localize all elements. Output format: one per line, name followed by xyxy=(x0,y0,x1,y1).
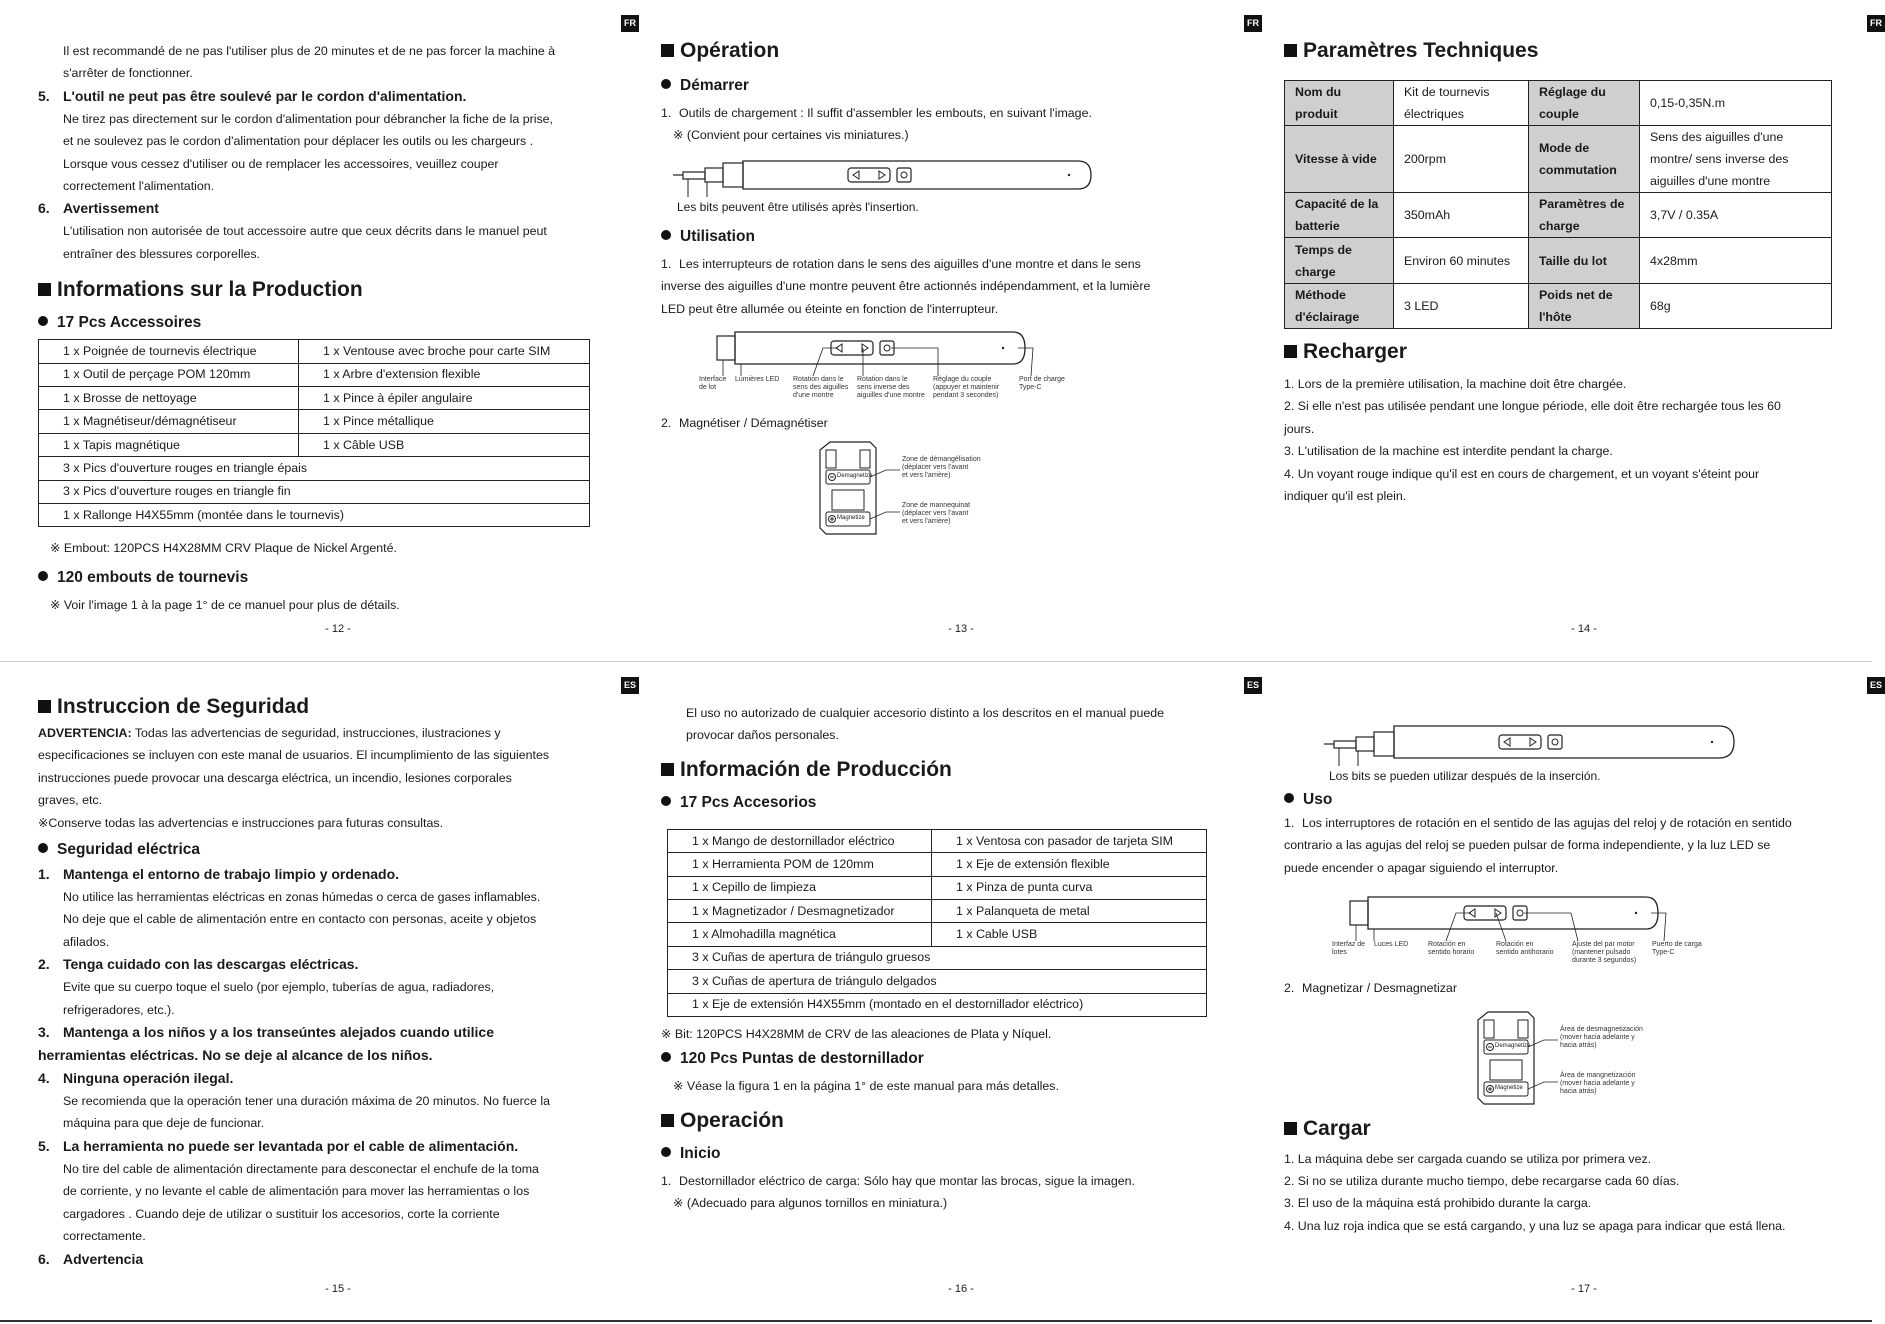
figure-caption: Les bits peuvent être utilisés après l'insertion. xyxy=(677,199,919,214)
table-row xyxy=(39,410,590,433)
spec-value: 200rpm xyxy=(1394,126,1529,193)
table-cell: 1 x Outil de perçage POM 120mm xyxy=(39,363,299,386)
heading-text: Instruccion de Seguridad xyxy=(57,695,310,718)
square-bullet-icon xyxy=(1284,1122,1297,1135)
page-14 xyxy=(1284,16,1884,671)
section-heading xyxy=(661,755,1261,785)
item-title: Tenga cuidado con las descargas eléctricas. xyxy=(63,956,359,973)
text-line: L'utilisation non autorisée de tout accessoire autre que ceux décrits dans le manuel peut xyxy=(63,224,547,239)
table-row xyxy=(39,387,590,410)
screwdriver-diagram xyxy=(699,328,1153,412)
heading-text: Seguridad eléctrica xyxy=(57,841,201,859)
heading-text: Información de Producción xyxy=(680,757,952,781)
table-cell: 3 x Cuñas de apertura de triángulo gruesos xyxy=(668,946,1207,969)
note-text: ※ Bit: 120PCS H4X28MM de CRV de las aleaciones de Plata y Níquel. xyxy=(661,1026,1052,1041)
figure-caption: Los bits se pueden utilizar después de la inserción. xyxy=(1329,769,1601,783)
table-row xyxy=(39,363,590,386)
text-line: afilados. xyxy=(63,934,110,949)
table-row xyxy=(668,970,1207,993)
square-bullet-icon xyxy=(661,763,674,776)
square-bullet-icon xyxy=(38,700,51,713)
table-row xyxy=(39,457,590,480)
list-item: 1. La máquina debe ser cargada cuando se utiliza por primera vez. xyxy=(1284,1151,1652,1166)
subsection-heading xyxy=(661,74,1261,98)
note-text: ※ (Adecuado para algunos tornillos en miniatura.) xyxy=(673,1196,948,1211)
text-line: Il est recommandé de ne pas l'utiliser plus de 20 minutes et de ne pas forcer la machine à xyxy=(63,44,556,58)
table-row xyxy=(668,946,1207,969)
list-item: 1. Lors de la première utilisation, la machine doit être chargée. xyxy=(1284,377,1627,391)
note-text: ※ Embout: 120PCS H4X28MM CRV Plaque de Nickel Argenté. xyxy=(50,541,397,556)
page-15 xyxy=(38,678,638,1310)
list-item xyxy=(38,1135,638,1158)
text-line: herramientas eléctricas. No se deje al alcance de los niños. xyxy=(38,1047,433,1064)
heading-text: Opération xyxy=(680,39,780,62)
heading-text: 120 Pcs Puntas de destornillador xyxy=(680,1050,924,1068)
text-line: instrucciones puede provocar una descarga eléctrica, un incendio, lesiones corporales xyxy=(38,770,512,785)
table-cell: 1 x Poignée de tournevis électrique xyxy=(39,340,299,363)
table-cell: 1 x Câble USB xyxy=(299,433,590,456)
table-row xyxy=(1285,81,1832,126)
text-line: Se recomienda que la operación tener una duración máxima de 20 minutos. No fuerce la xyxy=(63,1094,550,1109)
spec-key: Taille du lot xyxy=(1529,238,1640,284)
text-span: Todas las advertencias de seguridad, instrucciones, ilustraciones y xyxy=(131,726,501,740)
list-item xyxy=(38,85,638,108)
heading-text: Cargar xyxy=(1303,1116,1371,1140)
table-cell: 3 x Pics d'ouverture rouges en triangle épais xyxy=(39,457,590,480)
square-bullet-icon xyxy=(38,283,51,296)
table-cell: 1 x Cable USB xyxy=(932,923,1207,946)
item-title: L'outil ne peut pas être soulevé par le cordon d'alimentation. xyxy=(63,87,467,104)
item-title: Avertissement xyxy=(63,200,159,217)
table-cell: 1 x Herramienta POM de 120mm xyxy=(668,853,932,876)
text-line: máquina para que deje de funcionar. xyxy=(63,1116,265,1131)
page-12 xyxy=(38,16,638,671)
list-item xyxy=(661,1170,1261,1192)
subsection-heading xyxy=(661,791,1261,815)
item-title: Advertencia xyxy=(63,1250,144,1267)
heading-text: Operación xyxy=(680,1108,784,1132)
text-line: entraîner des blessures corporelles. xyxy=(63,246,260,261)
list-item: 2. Si no se utiliza durante mucho tiempo, debe recargarse cada 60 días. xyxy=(1284,1174,1680,1189)
bullet-icon xyxy=(661,230,671,240)
square-bullet-icon xyxy=(661,44,674,57)
bullet-icon xyxy=(38,571,48,581)
list-item: 2. Si elle n'est pas utilisée pendant une longue période, elle doit être rechargée tous les 60 xyxy=(1284,399,1781,414)
diagram-label: Port de charge Type-C xyxy=(1019,376,1065,392)
heading-text: Démarrer xyxy=(680,77,749,94)
spec-value: Kit de tournevis électriques xyxy=(1394,81,1529,126)
text-line: puede encender o apagar siguiendo el interruptor. xyxy=(1284,860,1559,875)
diagram-label: Zone de démangélisation (déplacer vers l'avant et vers l'arrière) xyxy=(902,456,981,480)
table-row xyxy=(39,433,590,456)
spec-value: 3 LED xyxy=(1394,284,1529,329)
lang-badge-es: ES xyxy=(621,677,639,694)
heading-text: Recharger xyxy=(1303,340,1407,363)
table-cell: 1 x Almohadilla magnética xyxy=(668,923,932,946)
page-17 xyxy=(1284,678,1884,1310)
list-item xyxy=(38,1067,638,1090)
heading-text: Uso xyxy=(1303,791,1333,808)
text-line: Lorsque vous cessez d'utiliser ou de remplacer les accessoires, veuillez couper xyxy=(63,156,499,171)
text-line: et ne soulevez pas le cordon d'alimentation pour déplacer les outils ou les chargeurs . xyxy=(63,134,534,149)
diagram-label: Rotación en sentido antihorario xyxy=(1496,941,1554,957)
item-number: 2. xyxy=(661,416,672,431)
table-row xyxy=(668,993,1207,1016)
list-item xyxy=(38,953,638,976)
square-bullet-icon xyxy=(661,1114,674,1127)
subsection-heading xyxy=(38,566,638,590)
bullet-icon xyxy=(38,843,48,853)
text-line: No tire del cable de alimentación directamente para desconectar el enchufe de la toma xyxy=(63,1161,539,1176)
subsection-heading xyxy=(38,838,638,862)
text-line: Evite que su cuerpo toque el suelo (por ejemplo, tuberías de agua, radiadores, xyxy=(63,980,495,995)
text-line: jours. xyxy=(1284,421,1315,436)
diagram-label: Rotación en sentido horario xyxy=(1428,941,1475,957)
section-heading xyxy=(1284,36,1884,66)
list-item: 4. Un voyant rouge indique qu'il est en cours de chargement, et un voyant s'éteint pour xyxy=(1284,466,1760,481)
square-bullet-icon xyxy=(1284,44,1297,57)
section-heading xyxy=(38,692,638,722)
text-line: ※Conserve todas las advertencias e instrucciones para futuras consultas. xyxy=(38,815,444,830)
page-13 xyxy=(661,16,1261,671)
table-cell: 1 x Arbre d'extension flexible xyxy=(299,363,590,386)
text-line: especificaciones se incluyen con este manal de usuarios. El incumplimiento de las siguientes xyxy=(38,748,550,763)
table-cell: 1 x Eje de extensión H4X55mm (montado en el destornillador eléctrico) xyxy=(668,993,1207,1016)
item-text: Outils de chargement : Il suffit d'assembler les embouts, en suivant l'image. xyxy=(679,106,1092,120)
item-number: 1. xyxy=(661,256,672,271)
lang-badge-es: ES xyxy=(1244,677,1262,694)
table-cell: 1 x Rallonge H4X55mm (montée dans le tournevis) xyxy=(39,503,590,526)
diagram-label: Interfaz de lotes xyxy=(1332,941,1366,957)
item-number: 5. xyxy=(38,1137,50,1154)
bullet-icon xyxy=(661,1052,671,1062)
page-number: - 16 - xyxy=(948,1283,974,1295)
table-row xyxy=(668,876,1207,899)
item-number: 2. xyxy=(38,956,50,973)
diagram-label: Réglage du couple (appuyer et maintenir pendant 3 secondes) xyxy=(933,376,1000,400)
table-row xyxy=(39,503,590,526)
diagram-label: Puerto de carga Type-C xyxy=(1652,941,1702,957)
diagram-label: Área de desmagnetización (mover hacia adelante y hacia atrás) xyxy=(1560,1025,1643,1049)
item-number: 1. xyxy=(661,106,672,120)
diagram-label: Lumières LED xyxy=(735,376,780,384)
table-row xyxy=(1285,238,1832,284)
section-heading xyxy=(38,275,638,305)
text-line: correctamente. xyxy=(63,1229,146,1244)
diagram-label: Zone de mannequinat (déplacer vers l'avant et vers l'arrière) xyxy=(902,502,971,526)
table-row xyxy=(1285,284,1832,329)
lang-badge-fr: FR xyxy=(621,15,639,32)
subsection-heading xyxy=(661,225,1261,249)
text-line: Ne tirez pas directement sur le cordon d'alimentation pour débrancher la fiche de la prise, xyxy=(63,111,553,126)
item-text: Magnétiser / Démagnétiser xyxy=(679,416,828,431)
text-line: refrigeradores, etc.). xyxy=(63,1002,175,1017)
spec-key: Paramètres de charge xyxy=(1529,193,1640,238)
lang-badge-es: ES xyxy=(1867,677,1885,694)
table-row xyxy=(668,829,1207,852)
item-number: 4. xyxy=(38,1070,50,1087)
heading-text: 17 Pcs Accesorios xyxy=(680,793,817,811)
spec-key: Mode de commutation xyxy=(1529,126,1640,193)
spec-key: Poids net de l'hôte xyxy=(1529,284,1640,329)
item-number: 3. xyxy=(38,1024,50,1041)
warning-label: ADVERTENCIA: xyxy=(38,726,132,740)
spec-value: 4x28mm xyxy=(1640,238,1832,284)
page-number: - 12 - xyxy=(325,623,351,635)
list-item xyxy=(38,1248,638,1271)
list-item: 3. El uso de la máquina está prohibido durante la carga. xyxy=(1284,1196,1592,1211)
list-item xyxy=(1284,812,1884,834)
square-bullet-icon xyxy=(1284,345,1297,358)
table-cell: 1 x Brosse de nettoyage xyxy=(39,387,299,410)
item-text: Magnetizar / Desmagnetizar xyxy=(1302,981,1457,996)
text-line: s'arrêter de fonctionner. xyxy=(63,66,193,81)
spec-table xyxy=(1284,80,1832,329)
section-heading xyxy=(1284,337,1884,367)
text-line: contrario a las agujas del reloj se pueden pulsar de forma independiente, y la luz LED se xyxy=(1284,838,1771,853)
spec-value: 68g xyxy=(1640,284,1832,329)
item-number: 1. xyxy=(1284,816,1295,830)
note-text: ※ Voir l'image 1 à la page 1° de ce manuel pour plus de détails. xyxy=(50,597,400,612)
accessories-table xyxy=(38,339,590,527)
item-number: 1. xyxy=(661,1173,672,1188)
heading-text: 120 embouts de tournevis xyxy=(57,568,249,586)
list-item: 3. L'utilisation de la machine est interdite pendant la charge. xyxy=(1284,444,1613,459)
lang-badge-fr: FR xyxy=(1244,15,1262,32)
spec-key: Capacité de la batterie xyxy=(1285,193,1394,238)
list-item xyxy=(38,863,638,886)
magnetizer-diagram xyxy=(816,440,1016,538)
spec-key: Nom du produit xyxy=(1285,81,1394,126)
text-line: provocar daños personales. xyxy=(686,728,839,743)
bullet-icon xyxy=(1284,793,1294,803)
table-cell: 3 x Pics d'ouverture rouges en triangle fin xyxy=(39,480,590,503)
table-row xyxy=(668,923,1207,946)
text-line: cargadores . Cuando deje de utilizar o sustituir los accesorios, corte la corriente xyxy=(63,1206,500,1221)
table-cell: 1 x Pince à épiler angulaire xyxy=(299,387,590,410)
spec-value: 350mAh xyxy=(1394,193,1529,238)
subsection-heading xyxy=(661,1047,1261,1071)
spec-key: Réglage du couple xyxy=(1529,81,1640,126)
item-number: 6. xyxy=(38,1250,50,1267)
diagram-label: Interface de lot xyxy=(699,376,727,392)
page-number: - 13 - xyxy=(948,623,974,635)
item-number: 5. xyxy=(38,87,50,104)
page-number: - 17 - xyxy=(1571,1283,1597,1295)
item-text: Destornillador eléctrico de carga: Sólo hay que montar las brocas, sigue la imagen. xyxy=(679,1173,1135,1188)
text-line: No deje que el cable de alimentación entre en contacto con personas, aceite y objetos xyxy=(63,912,537,927)
text-line: graves, etc. xyxy=(38,793,103,808)
text-line: El uso no autorizado de cualquier accesorio distinto a los descritos en el manual puede xyxy=(686,706,1165,720)
diagram-label: Ajuste del par motor (mantener pulsado durante 3 segundos) xyxy=(1572,941,1637,965)
item-title: La herramienta no puede ser levantada por el cable de alimentación. xyxy=(63,1137,519,1154)
table-cell: 1 x Pince métallique xyxy=(299,410,590,433)
heading-text: Utilisation xyxy=(680,227,755,245)
list-item xyxy=(661,412,1261,434)
list-item xyxy=(38,1021,638,1044)
item-title: Mantenga a los niños y a los transeúntes alejados cuando utilice xyxy=(63,1024,494,1041)
text-line: LED peut être allumée ou éteinte en fonction de l'interrupteur. xyxy=(661,301,999,316)
screwdriver-diagram xyxy=(1332,893,1786,977)
table-cell: 1 x Ventosa con pasador de tarjeta SIM xyxy=(932,829,1207,852)
subsection-heading xyxy=(38,311,638,335)
diagram-label: Rotation dans le sens des aiguilles d'une montre xyxy=(793,376,849,400)
magnetizer-diagram xyxy=(1474,1010,1674,1108)
spec-value: 0,15-0,35N.m xyxy=(1640,81,1832,126)
bullet-icon xyxy=(661,79,671,89)
text-line: No utilice las herramientas eléctricas en zonas húmedas o cerca de gases inflamables. xyxy=(63,890,541,905)
text-line: inverse des aiguilles d'une montre peuvent être actionnés indépendamment, et la lumière xyxy=(661,279,1151,294)
diagram-label: Luces LED xyxy=(1374,941,1409,949)
table-cell: 1 x Pinza de punta curva xyxy=(932,876,1207,899)
table-row xyxy=(668,853,1207,876)
list-item xyxy=(1284,977,1884,999)
bullet-icon xyxy=(38,316,48,326)
spec-value: Environ 60 minutes xyxy=(1394,238,1529,284)
heading-text: Informations sur la Production xyxy=(57,278,363,302)
subsection-heading xyxy=(661,1142,1261,1166)
heading-text: 17 Pcs Accessoires xyxy=(57,314,202,332)
page-divider-bottom xyxy=(0,1320,1872,1322)
list-item xyxy=(38,197,638,220)
table-cell: 1 x Ventouse avec broche pour carte SIM xyxy=(299,340,590,363)
bullet-icon xyxy=(661,796,671,806)
magnetize-label: Magnetize xyxy=(837,515,865,522)
page-16 xyxy=(661,678,1261,1310)
note-text: ※ (Convient pour certaines vis miniatures.) xyxy=(673,128,909,143)
table-cell: 1 x Magnétiseur/démagnétiseur xyxy=(39,410,299,433)
demagnetize-label: Demagnetize xyxy=(1495,1042,1531,1049)
demagnetize-label: Demagnetize xyxy=(837,473,873,480)
table-row xyxy=(1285,193,1832,238)
item-number: 2. xyxy=(1284,981,1295,996)
table-row xyxy=(1285,126,1832,193)
table-cell: 1 x Mango de destornillador eléctrico xyxy=(668,829,932,852)
item-title: Ninguna operación ilegal. xyxy=(63,1070,234,1087)
table-cell: 1 x Eje de extensión flexible xyxy=(932,853,1207,876)
magnetize-label: Magnetize xyxy=(1495,1084,1523,1091)
table-cell: 1 x Magnetizador / Desmagnetizador xyxy=(668,899,932,922)
heading-text: Inicio xyxy=(680,1144,721,1162)
screwdriver-outline xyxy=(1346,893,1786,977)
text-line: de corriente, y no levante el cable de alimentación para mover las herramientas o los xyxy=(63,1184,530,1199)
item-number: 6. xyxy=(38,200,50,217)
table-cell: 1 x Palanqueta de metal xyxy=(932,899,1207,922)
section-heading xyxy=(1284,1114,1884,1144)
text-line xyxy=(38,722,638,744)
table-cell: 3 x Cuñas de apertura de triángulo delgados xyxy=(668,970,1207,993)
text-line: indiquer qu'il est plein. xyxy=(1284,489,1407,504)
diagram-label: Rotation dans le sens inverse des aiguilles d'une montre xyxy=(857,376,925,400)
accessories-table xyxy=(667,829,1207,1017)
table-row xyxy=(668,899,1207,922)
screwdriver-illustration xyxy=(673,153,1103,199)
item-number: 1. xyxy=(38,866,50,883)
spec-key: Méthode d'éclairage xyxy=(1285,284,1394,329)
section-heading xyxy=(661,1106,1261,1136)
spec-key: Vitesse à vide xyxy=(1285,126,1394,193)
screwdriver-illustration xyxy=(1324,722,1754,768)
page-number: - 15 - xyxy=(325,1283,351,1295)
list-item xyxy=(661,102,1261,124)
item-title: Mantenga el entorno de trabajo limpio y ordenado. xyxy=(63,866,400,883)
list-item: 4. Una luz roja indica que se está cargando, y una luz se apaga para indicar que está llena. xyxy=(1284,1218,1786,1233)
item-text: Los interruptores de rotación en el sentido de las agujas del reloj y de rotación en sentido xyxy=(1302,816,1792,830)
lang-badge-fr: FR xyxy=(1867,15,1885,32)
heading-text: Paramètres Techniques xyxy=(1303,39,1539,62)
spec-value: Sens des aiguilles d'une montre/ sens inverse des aiguilles d'une montre xyxy=(1640,126,1832,193)
spec-value: 3,7V / 0.35A xyxy=(1640,193,1832,238)
table-row xyxy=(39,480,590,503)
diagram-label: Área de mangnetización (mover hacia adelante y hacia atrás) xyxy=(1560,1071,1636,1095)
table-cell: 1 x Tapis magnétique xyxy=(39,433,299,456)
subsection-heading xyxy=(1284,788,1884,812)
note-text: ※ Véase la figura 1 en la página 1° de este manual para más detalles. xyxy=(673,1079,1059,1094)
section-heading xyxy=(661,36,1261,66)
table-cell: 1 x Cepillo de limpieza xyxy=(668,876,932,899)
table-row xyxy=(39,340,590,363)
page-number: - 14 - xyxy=(1571,623,1597,635)
spec-key: Temps de charge xyxy=(1285,238,1394,284)
item-text: Les interrupteurs de rotation dans le sens des aiguilles d'une montre et dans le sens xyxy=(679,256,1141,271)
bullet-icon xyxy=(661,1147,671,1157)
list-item xyxy=(661,253,1261,275)
text-line: correctement l'alimentation. xyxy=(63,179,215,194)
